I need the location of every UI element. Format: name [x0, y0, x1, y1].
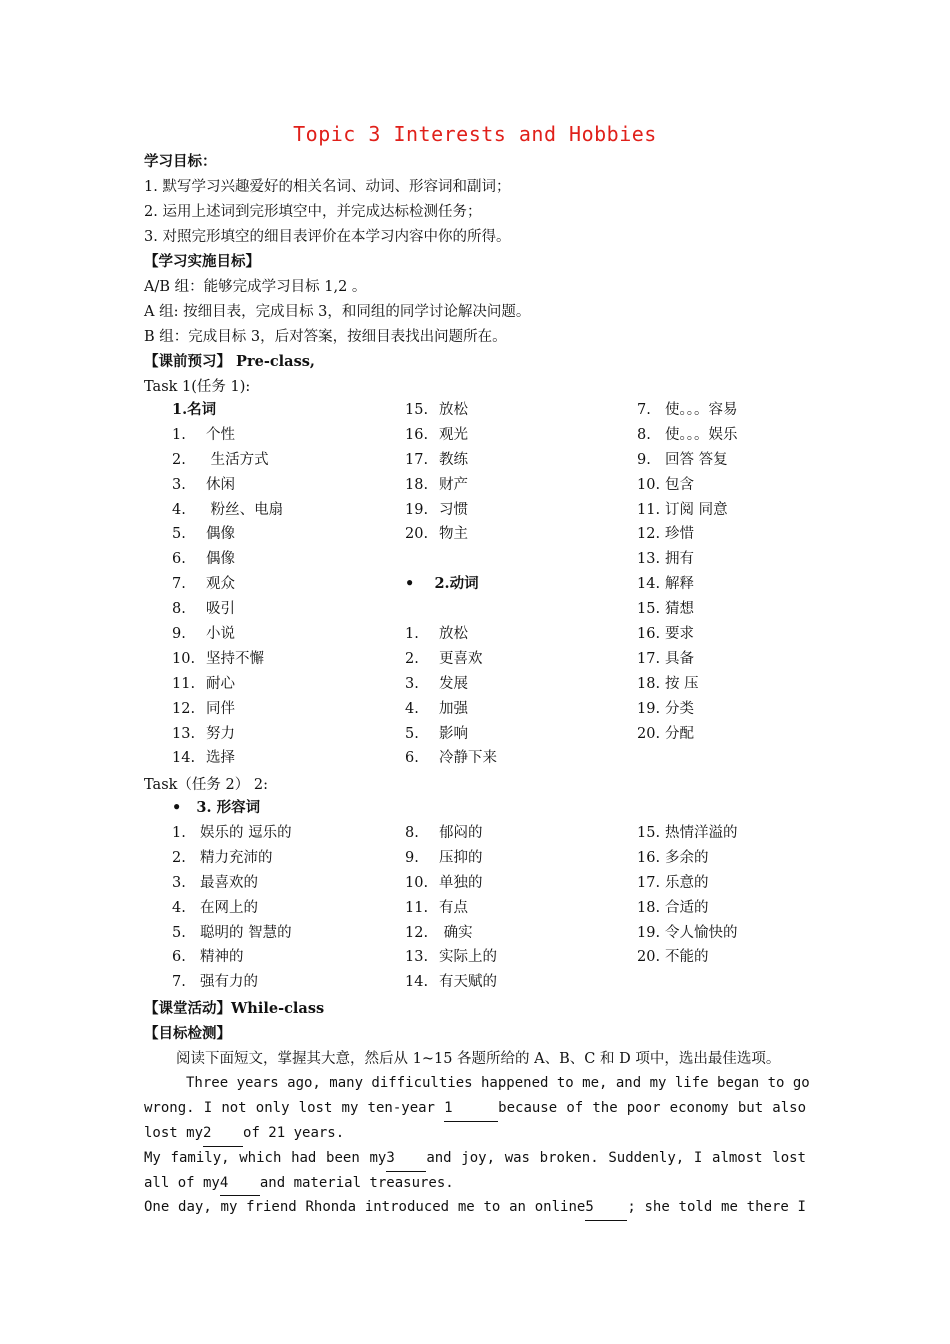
implementation-item: A/B 组：能够完成学习目标 1,2 。 — [144, 279, 367, 295]
word-item — [405, 622, 497, 647]
word-item — [637, 398, 738, 423]
item-text: 分配 — [665, 725, 694, 742]
item-number: 17. — [637, 874, 661, 891]
passage-line: My family, which had been my3 and joy, was broken. Suddenly, I almost lost — [144, 1146, 806, 1171]
item-number: 4. — [405, 700, 419, 717]
item-text: 休闲 — [206, 476, 235, 493]
item-number: 6. — [405, 750, 419, 767]
word-item — [172, 423, 283, 448]
item-text: 个性 — [206, 426, 235, 443]
item-number: 16. — [637, 849, 661, 866]
word-item — [172, 448, 283, 473]
item-text: 热情洋溢的 — [665, 825, 738, 841]
task1-label: Task 1(任务 1): — [144, 379, 251, 395]
item-text: 选择 — [206, 750, 235, 767]
item-number: 11. — [637, 501, 661, 518]
item-text: 使。。。娱乐 — [665, 426, 738, 443]
item-text: 同伴 — [206, 700, 235, 717]
objective-item: 1. 默写学习兴趣爱好的相关名词、动词、形容词和副词； — [144, 179, 511, 195]
item-text: 压抑的 — [439, 849, 483, 866]
item-number: 17. — [405, 451, 429, 468]
word-item — [172, 945, 292, 970]
item-text: 加强 — [439, 700, 468, 717]
cloze-passage — [144, 1071, 810, 1220]
item-number: 16. — [405, 426, 429, 443]
item-number: 19. — [405, 501, 429, 518]
blank-2[interactable]: 2 — [203, 1121, 243, 1147]
item-text: 精力充沛的 — [200, 849, 273, 866]
implementation-heading: 【学习实施目标】 — [144, 253, 260, 270]
item-number: 2. — [172, 451, 186, 468]
word-item — [405, 746, 497, 771]
item-number: 3. — [172, 476, 186, 493]
word-item — [637, 622, 738, 647]
whileclass-heading: 【课堂活动】While-class — [144, 1000, 325, 1017]
word-item — [637, 871, 738, 896]
item-text: 在网上的 — [200, 899, 258, 916]
word-item — [172, 547, 283, 572]
item-text: 单独的 — [439, 874, 483, 891]
item-text: 娱乐的 逗乐的 — [200, 825, 292, 841]
item-number: 3. — [405, 675, 419, 692]
word-item — [172, 672, 283, 697]
item-text: 使。。。容易 — [665, 402, 738, 418]
item-text: 不能的 — [665, 949, 709, 966]
item-text: 精神的 — [200, 949, 244, 966]
word-item — [405, 896, 497, 921]
item-number: 4. — [172, 501, 186, 518]
item-text: 耐心 — [206, 675, 235, 692]
item-number: 20. — [405, 526, 429, 543]
item-number: 1. — [172, 426, 186, 443]
blank-3[interactable]: 3 — [386, 1146, 426, 1172]
item-number: 20. — [637, 949, 661, 966]
item-number: 19. — [637, 924, 661, 941]
preclass-heading: 【课前预习】 Pre-class, — [144, 353, 315, 370]
word-item — [637, 498, 738, 523]
item-text: 拥有 — [665, 551, 694, 568]
item-text: 放松 — [439, 626, 468, 643]
item-number: 7. — [637, 402, 651, 418]
item-number: 8. — [405, 825, 419, 841]
item-text: 习惯 — [439, 501, 468, 518]
item-number: 13. — [405, 949, 429, 966]
item-text: 解释 — [665, 576, 694, 593]
item-number: 7. — [172, 974, 186, 991]
item-number: 9. — [637, 451, 651, 468]
objective-item: 3. 对照完形填空的细目表评价在本学习内容中你的所得。 — [144, 229, 511, 245]
word-item — [637, 473, 738, 498]
word-item — [405, 846, 497, 871]
word-item — [172, 871, 292, 896]
item-text: 冷静下来 — [439, 750, 497, 767]
word-item — [637, 547, 738, 572]
item-text: 吸引 — [206, 601, 235, 618]
word-item — [637, 697, 738, 722]
item-number: 5. — [172, 924, 186, 941]
item-text: 影响 — [439, 725, 468, 742]
adjectives-column-1 — [172, 821, 292, 995]
item-text: 具备 — [665, 650, 694, 667]
word-item — [405, 921, 497, 946]
item-text: 观光 — [439, 426, 468, 443]
blank-5[interactable]: 5 — [585, 1195, 627, 1221]
word-column-2 — [405, 398, 497, 771]
item-number: 9. — [405, 849, 419, 866]
item-text: 珍惜 — [665, 526, 694, 543]
word-item — [405, 423, 497, 448]
item-text: 有天赋的 — [439, 974, 497, 991]
passage-line: wrong. I not only lost my ten-year 1 because of the poor economy but also — [144, 1096, 806, 1121]
item-text: 合适的 — [665, 899, 709, 916]
nouns-column-1 — [172, 398, 283, 771]
word-item — [405, 871, 497, 896]
item-number: 11. — [172, 675, 196, 692]
item-text: 放松 — [439, 402, 468, 418]
passage-line: lost my2 of 21 years. — [144, 1121, 806, 1146]
item-number: 2. — [405, 650, 419, 667]
item-number: 6. — [172, 551, 186, 568]
task2-label: Task（任务 2） 2: — [144, 777, 268, 793]
item-text: 观众 — [206, 576, 235, 593]
word-item — [637, 647, 738, 672]
word-item — [637, 945, 738, 970]
item-text: 小说 — [206, 626, 235, 643]
item-text: 有点 — [439, 899, 468, 916]
item-text: 发展 — [439, 675, 468, 692]
item-number: 12. — [172, 700, 196, 717]
implementation-item: B 组：完成目标 3，后对答案，按细目表找出问题所在。 — [144, 329, 507, 345]
word-item — [405, 398, 497, 423]
item-number: 15. — [637, 601, 661, 618]
item-number: 18. — [405, 476, 429, 493]
item-text: 生活方式 — [206, 451, 269, 468]
item-number: 10. — [172, 650, 196, 667]
item-number: 1. — [405, 626, 419, 643]
item-number: 13. — [172, 725, 196, 742]
word-item — [172, 622, 283, 647]
word-item — [172, 647, 283, 672]
word-item — [405, 522, 497, 547]
item-number: 3. — [172, 874, 186, 891]
item-text: 按 压 — [665, 675, 699, 692]
item-number: 10. — [405, 874, 429, 891]
verbs-heading: 2.动词 — [434, 575, 479, 593]
item-text: 粉丝、电扇 — [206, 501, 284, 518]
word-item — [405, 970, 497, 995]
implementation-item: A 组: 按细目表，完成目标 3，和同组的同学讨论解决问题。 — [144, 304, 531, 320]
adjectives-heading-row: • 3. 形容词 — [172, 799, 261, 816]
item-number: 13. — [637, 551, 661, 568]
adjectives-column-2 — [405, 821, 497, 995]
item-number: 4. — [172, 899, 186, 916]
word-item — [172, 970, 292, 995]
item-text: 努力 — [206, 725, 235, 742]
item-text: 实际上的 — [439, 949, 497, 966]
word-item — [172, 597, 283, 622]
word-item — [637, 597, 738, 622]
adjectives-column-3 — [637, 821, 738, 970]
spacer — [405, 547, 497, 572]
item-number: 19. — [637, 700, 661, 717]
item-number: 12. — [405, 924, 429, 941]
item-text: 订阅 同意 — [665, 501, 728, 518]
item-text: 物主 — [439, 526, 468, 543]
item-text: 要求 — [665, 626, 694, 643]
item-number: 2. — [172, 849, 186, 866]
word-item — [405, 697, 497, 722]
item-text: 最喜欢的 — [200, 874, 258, 891]
item-number: 6. — [172, 949, 186, 966]
word-item — [637, 722, 738, 747]
item-text: 财产 — [439, 476, 468, 493]
item-text: 包含 — [665, 476, 694, 493]
item-text: 分类 — [665, 700, 694, 717]
item-text: 猜想 — [665, 601, 694, 618]
item-number: 16. — [637, 626, 661, 643]
item-number: 8. — [637, 426, 651, 443]
word-item — [637, 423, 738, 448]
spacer — [405, 597, 497, 622]
word-column-3 — [637, 398, 738, 746]
item-number: 7. — [172, 576, 186, 593]
word-item — [172, 821, 292, 846]
item-text: 偶像 — [206, 551, 235, 568]
word-item — [405, 945, 497, 970]
word-item — [172, 697, 283, 722]
word-item — [172, 722, 283, 747]
document-title: Topic 3 Interests and Hobbies — [293, 122, 657, 146]
item-number: 14. — [172, 750, 196, 767]
objective-item: 2. 运用上述词到完形填空中，并完成达标检测任务； — [144, 204, 482, 220]
word-item — [405, 722, 497, 747]
item-number: 14. — [637, 576, 661, 593]
word-item — [172, 846, 292, 871]
word-item — [637, 522, 738, 547]
item-text: 郁闷的 — [439, 825, 483, 841]
item-text: 多余的 — [665, 849, 709, 866]
word-item — [172, 921, 292, 946]
item-text: 确实 — [439, 924, 473, 941]
word-item — [172, 896, 292, 921]
verbs-heading-row: • 2.动词 — [405, 575, 479, 593]
word-item — [172, 746, 283, 771]
blank-4[interactable]: 4 — [220, 1171, 260, 1197]
word-item — [637, 448, 738, 473]
item-number: 18. — [637, 899, 661, 916]
item-number: 10. — [637, 476, 661, 493]
item-number: 9. — [172, 626, 186, 643]
item-number: 18. — [637, 675, 661, 692]
item-text: 坚持不懈 — [206, 650, 264, 667]
item-number: 12. — [637, 526, 661, 543]
word-item — [637, 896, 738, 921]
item-text: 聪明的 智慧的 — [200, 924, 292, 941]
item-number: 15. — [637, 825, 661, 841]
word-item — [637, 572, 738, 597]
item-number: 5. — [172, 526, 186, 543]
check-heading: 【目标检测】 — [144, 1025, 231, 1042]
adjectives-heading: 3. 形容词 — [196, 799, 261, 816]
item-text: 教练 — [439, 451, 468, 468]
item-text: 令人愉快的 — [665, 924, 738, 941]
passage-line: One day, my friend Rhonda introduced me to an online5 ; she told me there I — [144, 1195, 806, 1220]
word-item — [405, 821, 497, 846]
item-text: 强有力的 — [200, 974, 258, 991]
item-number: 20. — [637, 725, 661, 742]
word-item — [172, 498, 283, 523]
word-item — [405, 448, 497, 473]
nouns-heading: 1.名词 — [172, 401, 217, 418]
word-item — [405, 647, 497, 672]
item-text: 更喜欢 — [439, 650, 483, 667]
passage-line: all of my4 and material treasures. — [144, 1171, 806, 1196]
word-item — [172, 572, 283, 597]
item-text: 乐意的 — [665, 874, 709, 891]
item-number: 15. — [405, 402, 429, 418]
item-number: 17. — [637, 650, 661, 667]
item-text: 偶像 — [206, 526, 235, 543]
blank-1[interactable]: 1 — [444, 1096, 498, 1122]
passage-line: Three years ago, many difficulties happened to me, and my life began to go — [186, 1075, 810, 1091]
word-item — [637, 672, 738, 697]
word-item — [172, 522, 283, 547]
item-number: 11. — [405, 899, 429, 916]
item-number: 5. — [405, 725, 419, 742]
cloze-instruction: 阅读下面短文，掌握其大意，然后从 1~15 各题所给的 A、B、C 和 D 项中，选出最佳选项。 — [176, 1051, 781, 1067]
item-number: 14. — [405, 974, 429, 991]
word-item — [637, 821, 738, 846]
word-item — [637, 846, 738, 871]
item-text: 回答 答复 — [665, 451, 728, 468]
item-number: 8. — [172, 601, 186, 618]
item-number: 1. — [172, 825, 186, 841]
word-item — [405, 473, 497, 498]
word-item — [637, 921, 738, 946]
word-item — [405, 498, 497, 523]
objectives-heading: 学习目标： — [144, 153, 217, 170]
word-item — [172, 473, 283, 498]
word-item — [405, 672, 497, 697]
